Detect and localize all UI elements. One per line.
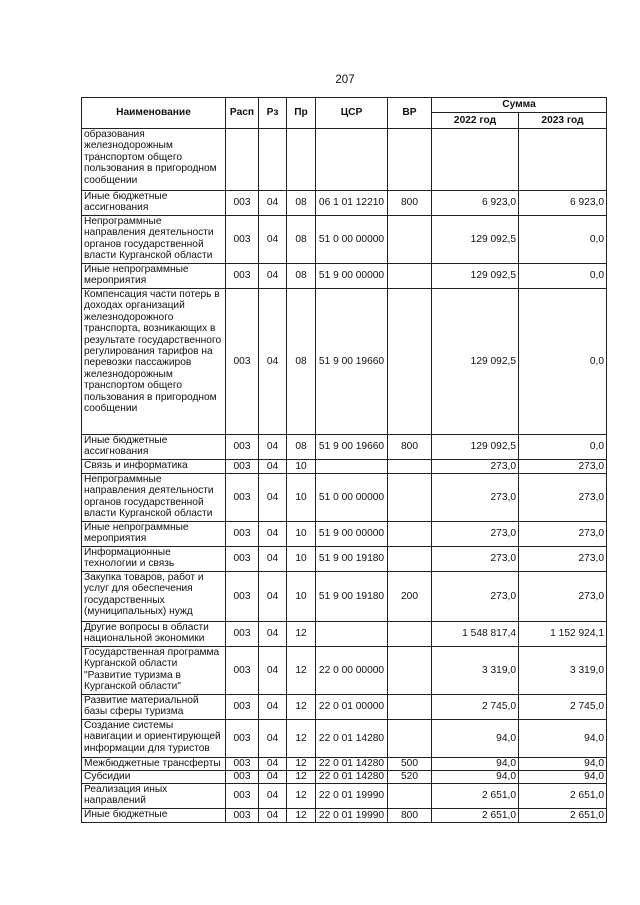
row-pr: 12 — [287, 720, 316, 758]
row-vr — [388, 216, 432, 264]
row-2023: 273,0 — [519, 572, 607, 622]
row-pr: 12 — [287, 647, 316, 695]
table-row — [82, 622, 607, 647]
row-pr — [287, 129, 316, 191]
row-pr: 10 — [287, 474, 316, 522]
row-2023: 94,0 — [519, 771, 607, 784]
row-name: Развитие материальной базы сферы туризма — [82, 695, 226, 720]
row-vr: 800 — [388, 435, 432, 460]
row-2022: 2 651,0 — [432, 809, 519, 823]
row-2022: 273,0 — [432, 547, 519, 572]
row-2023: 0,0 — [519, 216, 607, 264]
row-name: Непрограммные направления деятельности органов государственной власти Курганской области — [82, 216, 226, 264]
row-pr: 12 — [287, 784, 316, 809]
row-vr — [388, 695, 432, 720]
table-row — [82, 572, 607, 622]
row-pr: 10 — [287, 572, 316, 622]
row-rz: 04 — [259, 264, 287, 289]
row-name: Информационные технологии и связь — [82, 547, 226, 572]
row-2023: 273,0 — [519, 547, 607, 572]
row-rasp: 003 — [226, 435, 259, 460]
row-2022: 273,0 — [432, 474, 519, 522]
row-vr: 800 — [388, 809, 432, 823]
row-pr: 12 — [287, 809, 316, 823]
row-2022 — [432, 129, 519, 191]
row-rz: 04 — [259, 622, 287, 647]
row-vr: 520 — [388, 771, 432, 784]
row-pr: 12 — [287, 771, 316, 784]
row-2022: 273,0 — [432, 572, 519, 622]
table-row — [82, 809, 607, 823]
table-row — [82, 474, 607, 522]
row-vr — [388, 129, 432, 191]
row-vr: 800 — [388, 191, 432, 216]
row-csr — [316, 460, 388, 474]
row-vr — [388, 522, 432, 547]
row-2022: 129 092,5 — [432, 435, 519, 460]
row-csr: 51 0 00 00000 — [316, 474, 388, 522]
table-row — [82, 191, 607, 216]
row-rasp: 003 — [226, 809, 259, 823]
table-row — [82, 771, 607, 784]
row-2023: 273,0 — [519, 522, 607, 547]
row-rasp: 003 — [226, 784, 259, 809]
row-csr: 22 0 01 00000 — [316, 695, 388, 720]
row-csr: 06 1 01 12210 — [316, 191, 388, 216]
row-vr — [388, 720, 432, 758]
row-rz: 04 — [259, 720, 287, 758]
table-row — [82, 460, 607, 474]
row-name: образования железнодорожным транспортом общего пользования в пригородном сообщении — [82, 129, 226, 191]
row-pr: 08 — [287, 435, 316, 460]
row-csr: 51 9 00 19660 — [316, 289, 388, 435]
row-rz — [259, 129, 287, 191]
row-name: Иные непрограммные мероприятия — [82, 264, 226, 289]
header-rasp: Расп — [226, 98, 259, 129]
row-rasp: 003 — [226, 758, 259, 771]
row-2022: 1 548 817,4 — [432, 622, 519, 647]
row-pr: 08 — [287, 216, 316, 264]
row-rasp: 003 — [226, 216, 259, 264]
row-rasp: 003 — [226, 572, 259, 622]
row-rasp: 003 — [226, 460, 259, 474]
row-2022: 2 745,0 — [432, 695, 519, 720]
row-rz: 04 — [259, 647, 287, 695]
row-name: Субсидии — [82, 771, 226, 784]
row-2022: 273,0 — [432, 460, 519, 474]
row-rz: 04 — [259, 758, 287, 771]
row-vr: 500 — [388, 758, 432, 771]
row-rasp: 003 — [226, 264, 259, 289]
table-row — [82, 435, 607, 460]
row-2022: 94,0 — [432, 758, 519, 771]
row-vr — [388, 474, 432, 522]
row-rasp: 003 — [226, 647, 259, 695]
row-rasp: 003 — [226, 191, 259, 216]
table-row — [82, 264, 607, 289]
row-2023: 0,0 — [519, 435, 607, 460]
row-2022: 129 092,5 — [432, 264, 519, 289]
row-rz: 04 — [259, 289, 287, 435]
table-row — [82, 758, 607, 771]
row-rz: 04 — [259, 784, 287, 809]
row-csr: 22 0 01 19990 — [316, 809, 388, 823]
row-name: Создание системы навигации и ориентирующей информации для туристов — [82, 720, 226, 758]
header-pr: Пр — [287, 98, 316, 129]
row-rasp: 003 — [226, 522, 259, 547]
row-2022: 94,0 — [432, 771, 519, 784]
row-rasp: 003 — [226, 289, 259, 435]
row-csr: 51 9 00 19180 — [316, 572, 388, 622]
row-name: Иные бюджетные — [82, 809, 226, 823]
row-csr: 51 9 00 19180 — [316, 547, 388, 572]
row-name: Иные бюджетные ассигнования — [82, 191, 226, 216]
header-csr: ЦСР — [316, 98, 388, 129]
row-pr: 12 — [287, 758, 316, 771]
row-vr — [388, 460, 432, 474]
row-rz: 04 — [259, 547, 287, 572]
row-2023: 94,0 — [519, 720, 607, 758]
row-name: Иные бюджетные ассигнования — [82, 435, 226, 460]
row-pr: 10 — [287, 522, 316, 547]
header-rz: Рз — [259, 98, 287, 129]
row-csr: 22 0 01 19990 — [316, 784, 388, 809]
row-2022: 2 651,0 — [432, 784, 519, 809]
row-2023: 1 152 924,1 — [519, 622, 607, 647]
row-rz: 04 — [259, 809, 287, 823]
row-2022: 273,0 — [432, 522, 519, 547]
row-pr: 10 — [287, 547, 316, 572]
row-csr: 51 9 00 19660 — [316, 435, 388, 460]
row-rasp: 003 — [226, 771, 259, 784]
row-vr — [388, 289, 432, 435]
header-sum: Сумма — [432, 98, 607, 113]
table-row — [82, 522, 607, 547]
header-vr: ВР — [388, 98, 432, 129]
row-rz: 04 — [259, 460, 287, 474]
row-name: Реализация иных направлений — [82, 784, 226, 809]
row-pr: 08 — [287, 289, 316, 435]
row-vr — [388, 622, 432, 647]
row-rasp: 003 — [226, 474, 259, 522]
row-name: Межбюджетные трансферты — [82, 758, 226, 771]
row-2023: 3 319,0 — [519, 647, 607, 695]
row-rz: 04 — [259, 216, 287, 264]
row-csr: 22 0 00 00000 — [316, 647, 388, 695]
row-csr: 22 0 01 14280 — [316, 771, 388, 784]
table-row — [82, 720, 607, 758]
table-row — [82, 129, 607, 191]
table-row — [82, 647, 607, 695]
row-rz: 04 — [259, 435, 287, 460]
row-2022: 6 923,0 — [432, 191, 519, 216]
row-2023: 6 923,0 — [519, 191, 607, 216]
row-2022: 129 092,5 — [432, 289, 519, 435]
row-2023: 273,0 — [519, 474, 607, 522]
row-rz: 04 — [259, 572, 287, 622]
row-2022: 129 092,5 — [432, 216, 519, 264]
row-2023: 273,0 — [519, 460, 607, 474]
table-row — [82, 289, 607, 435]
row-rasp: 003 — [226, 622, 259, 647]
row-name: Другие вопросы в области национальной экономики — [82, 622, 226, 647]
row-vr — [388, 647, 432, 695]
row-rasp — [226, 129, 259, 191]
row-vr — [388, 547, 432, 572]
row-csr: 22 0 01 14280 — [316, 758, 388, 771]
row-2023: 0,0 — [519, 289, 607, 435]
row-csr — [316, 622, 388, 647]
row-name: Связь и информатика — [82, 460, 226, 474]
row-csr: 51 0 00 00000 — [316, 216, 388, 264]
row-pr: 10 — [287, 460, 316, 474]
table-row — [82, 547, 607, 572]
budget-table — [81, 97, 607, 823]
row-pr: 08 — [287, 264, 316, 289]
row-rasp: 003 — [226, 720, 259, 758]
header-2023: 2023 год — [519, 113, 607, 129]
row-rasp: 003 — [226, 695, 259, 720]
row-2022: 94,0 — [432, 720, 519, 758]
row-rz: 04 — [259, 522, 287, 547]
row-rz: 04 — [259, 695, 287, 720]
row-2023: 2 651,0 — [519, 809, 607, 823]
row-name: Закупка товаров, работ и услуг для обеспечения государственных (муниципальных) нужд — [82, 572, 226, 622]
table-row — [82, 216, 607, 264]
header-name: Наименование — [82, 98, 226, 129]
header-2022: 2022 год — [432, 113, 519, 129]
row-2023: 0,0 — [519, 264, 607, 289]
row-pr: 08 — [287, 191, 316, 216]
row-vr — [388, 264, 432, 289]
row-rz: 04 — [259, 191, 287, 216]
row-pr: 12 — [287, 695, 316, 720]
row-name: Государственная программа Курганской области "Развитие туризма в Курганской области" — [82, 647, 226, 695]
row-csr: 51 9 00 00000 — [316, 264, 388, 289]
row-rz: 04 — [259, 771, 287, 784]
row-2023 — [519, 129, 607, 191]
row-pr: 12 — [287, 622, 316, 647]
row-vr: 200 — [388, 572, 432, 622]
row-rasp: 003 — [226, 547, 259, 572]
table-row — [82, 784, 607, 809]
page-number: 207 — [335, 74, 355, 86]
row-csr: 22 0 01 14280 — [316, 720, 388, 758]
row-2023: 2 745,0 — [519, 695, 607, 720]
table-row — [82, 695, 607, 720]
row-2022: 3 319,0 — [432, 647, 519, 695]
row-csr: 51 9 00 00000 — [316, 522, 388, 547]
row-vr — [388, 784, 432, 809]
row-2023: 2 651,0 — [519, 784, 607, 809]
row-name: Компенсация части потерь в доходах организаций железнодорожного транспорта, возникающих в результате государственного регулирования тарифов на перевозки пассажиров железнодорожным транспортом общего пользования в пригородном сообщении — [82, 289, 226, 435]
row-2023: 94,0 — [519, 758, 607, 771]
row-name: Непрограммные направления деятельности органов государственной власти Курганской области — [82, 474, 226, 522]
row-rz: 04 — [259, 474, 287, 522]
row-csr — [316, 129, 388, 191]
row-name: Иные непрограммные мероприятия — [82, 522, 226, 547]
